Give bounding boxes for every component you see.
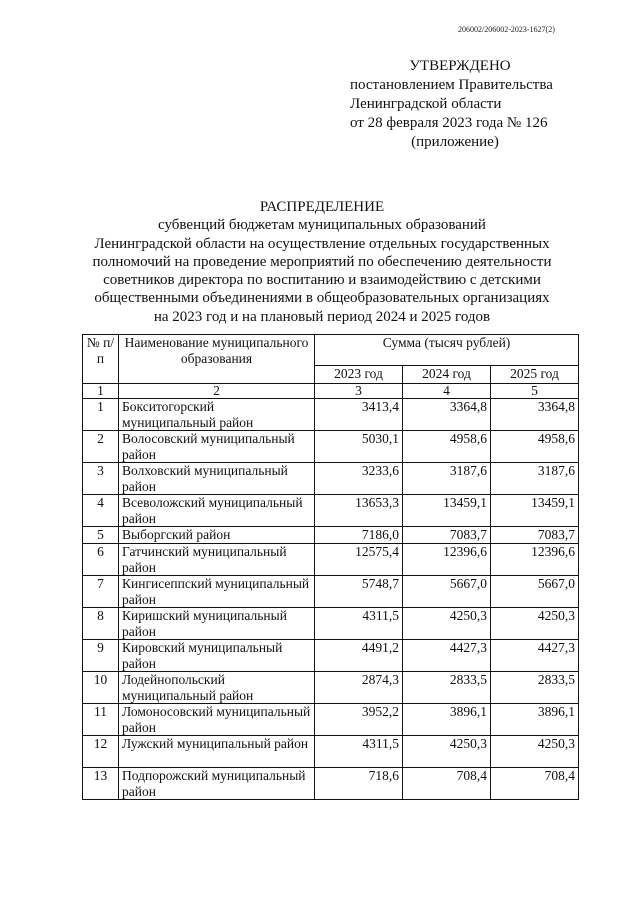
approval-block (350, 57, 580, 152)
table-row (83, 463, 579, 495)
table-row (83, 704, 579, 736)
value-2025: 4958,6 (491, 431, 579, 463)
row-name: Бокситогорский муниципальный район (119, 399, 315, 431)
row-name: Кингисеппский муниципальный район (119, 576, 315, 608)
row-name: Волосовский муниципальный район (119, 431, 315, 463)
approval-line: (приложение) (411, 134, 499, 150)
value-2023: 4311,5 (315, 736, 403, 768)
value-2025: 7083,7 (491, 527, 579, 544)
header-num: № п/п (83, 335, 119, 384)
value-2025: 13459,1 (491, 495, 579, 527)
row-name: Кировский муниципальный район (119, 640, 315, 672)
value-2024: 5667,0 (403, 576, 491, 608)
row-number: 12 (83, 736, 119, 768)
index-cell: 3 (315, 384, 403, 399)
distribution-table (82, 334, 579, 800)
row-name: Подпорожский муниципальный район (119, 768, 315, 800)
row-number: 1 (83, 399, 119, 431)
row-number: 4 (83, 495, 119, 527)
table-row (83, 576, 579, 608)
value-2024: 4958,6 (403, 431, 491, 463)
title-line: на 2023 год и на плановый период 2024 и 2025 годов (153, 308, 491, 325)
value-2025: 5667,0 (491, 576, 579, 608)
value-2023: 718,6 (315, 768, 403, 800)
table-row (83, 672, 579, 704)
row-number: 3 (83, 463, 119, 495)
row-name: Киришский муниципальный район (119, 608, 315, 640)
title-line: общественными объединениями в общеобразовательных организациях (94, 290, 550, 307)
row-name: Лужский муниципальный район (119, 736, 315, 768)
value-2024: 4427,3 (403, 640, 491, 672)
row-number: 8 (83, 608, 119, 640)
approval-heading: УТВЕРЖДЕНО (409, 58, 511, 74)
value-2024: 13459,1 (403, 495, 491, 527)
table-row (83, 399, 579, 431)
approval-line: Ленинградской области (350, 96, 502, 112)
index-row (83, 384, 579, 399)
index-cell: 2 (119, 384, 315, 399)
row-number: 7 (83, 576, 119, 608)
index-cell: 1 (83, 384, 119, 399)
row-number: 11 (83, 704, 119, 736)
header-year: 2024 год (403, 366, 491, 384)
value-2023: 3233,6 (315, 463, 403, 495)
table-header-row (83, 335, 579, 366)
document-title (62, 198, 582, 326)
document-id: 206002/206002-2023-1627(2) (458, 25, 555, 34)
value-2025: 4427,3 (491, 640, 579, 672)
header-year: 2025 год (491, 366, 579, 384)
value-2025: 4250,3 (491, 736, 579, 768)
value-2024: 3364,8 (403, 399, 491, 431)
row-name: Выборгский район (119, 527, 315, 544)
value-2023: 13653,3 (315, 495, 403, 527)
index-cell: 5 (491, 384, 579, 399)
row-name: Гатчинский муниципальный район (119, 544, 315, 576)
title-line: полномочий на проведение мероприятий по обеспечению деятельности (92, 253, 552, 270)
title-line: Ленинградской области на осуществление отдельных государственных (94, 235, 550, 252)
row-number: 13 (83, 768, 119, 800)
row-number: 9 (83, 640, 119, 672)
value-2023: 3952,2 (315, 704, 403, 736)
table-row (83, 431, 579, 463)
title-line: субвенций бюджетам муниципальных образований (158, 217, 486, 234)
table-row (83, 640, 579, 672)
value-2023: 3413,4 (315, 399, 403, 431)
table-row (83, 527, 579, 544)
value-2025: 708,4 (491, 768, 579, 800)
value-2024: 7083,7 (403, 527, 491, 544)
value-2024: 12396,6 (403, 544, 491, 576)
value-2024: 3187,6 (403, 463, 491, 495)
approval-line: от 28 февраля 2023 года № 126 (350, 115, 548, 131)
row-number: 2 (83, 431, 119, 463)
value-2024: 4250,3 (403, 608, 491, 640)
value-2025: 12396,6 (491, 544, 579, 576)
value-2023: 12575,4 (315, 544, 403, 576)
value-2025: 3187,6 (491, 463, 579, 495)
row-name: Ломоносовский муниципальный район (119, 704, 315, 736)
row-name: Волховский муниципальный район (119, 463, 315, 495)
row-number: 5 (83, 527, 119, 544)
approval-line: постановлением Правительства (350, 77, 553, 93)
value-2025: 4250,3 (491, 608, 579, 640)
header-sum: Сумма (тысяч рублей) (315, 335, 579, 366)
table-row (83, 495, 579, 527)
value-2025: 3364,8 (491, 399, 579, 431)
value-2024: 3896,1 (403, 704, 491, 736)
value-2025: 3896,1 (491, 704, 579, 736)
value-2023: 4311,5 (315, 608, 403, 640)
value-2023: 5030,1 (315, 431, 403, 463)
value-2023: 5748,7 (315, 576, 403, 608)
row-name: Лодейнопольский муниципальный район (119, 672, 315, 704)
title-heading: РАСПРЕДЕЛЕНИЕ (259, 199, 385, 215)
header-year: 2023 год (315, 366, 403, 384)
table-row (83, 736, 579, 768)
value-2024: 2833,5 (403, 672, 491, 704)
table-row (83, 608, 579, 640)
value-2024: 708,4 (403, 768, 491, 800)
title-line: советников директора по воспитанию и взаимодействию с детскими (103, 272, 541, 289)
row-name: Всеволожский муниципальный район (119, 495, 315, 527)
value-2023: 2874,3 (315, 672, 403, 704)
index-cell: 4 (403, 384, 491, 399)
value-2023: 4491,2 (315, 640, 403, 672)
value-2025: 2833,5 (491, 672, 579, 704)
value-2023: 7186,0 (315, 527, 403, 544)
table-row (83, 768, 579, 800)
value-2024: 4250,3 (403, 736, 491, 768)
header-name: Наименование муниципального образования (119, 335, 315, 384)
row-number: 6 (83, 544, 119, 576)
table-row (83, 544, 579, 576)
row-number: 10 (83, 672, 119, 704)
